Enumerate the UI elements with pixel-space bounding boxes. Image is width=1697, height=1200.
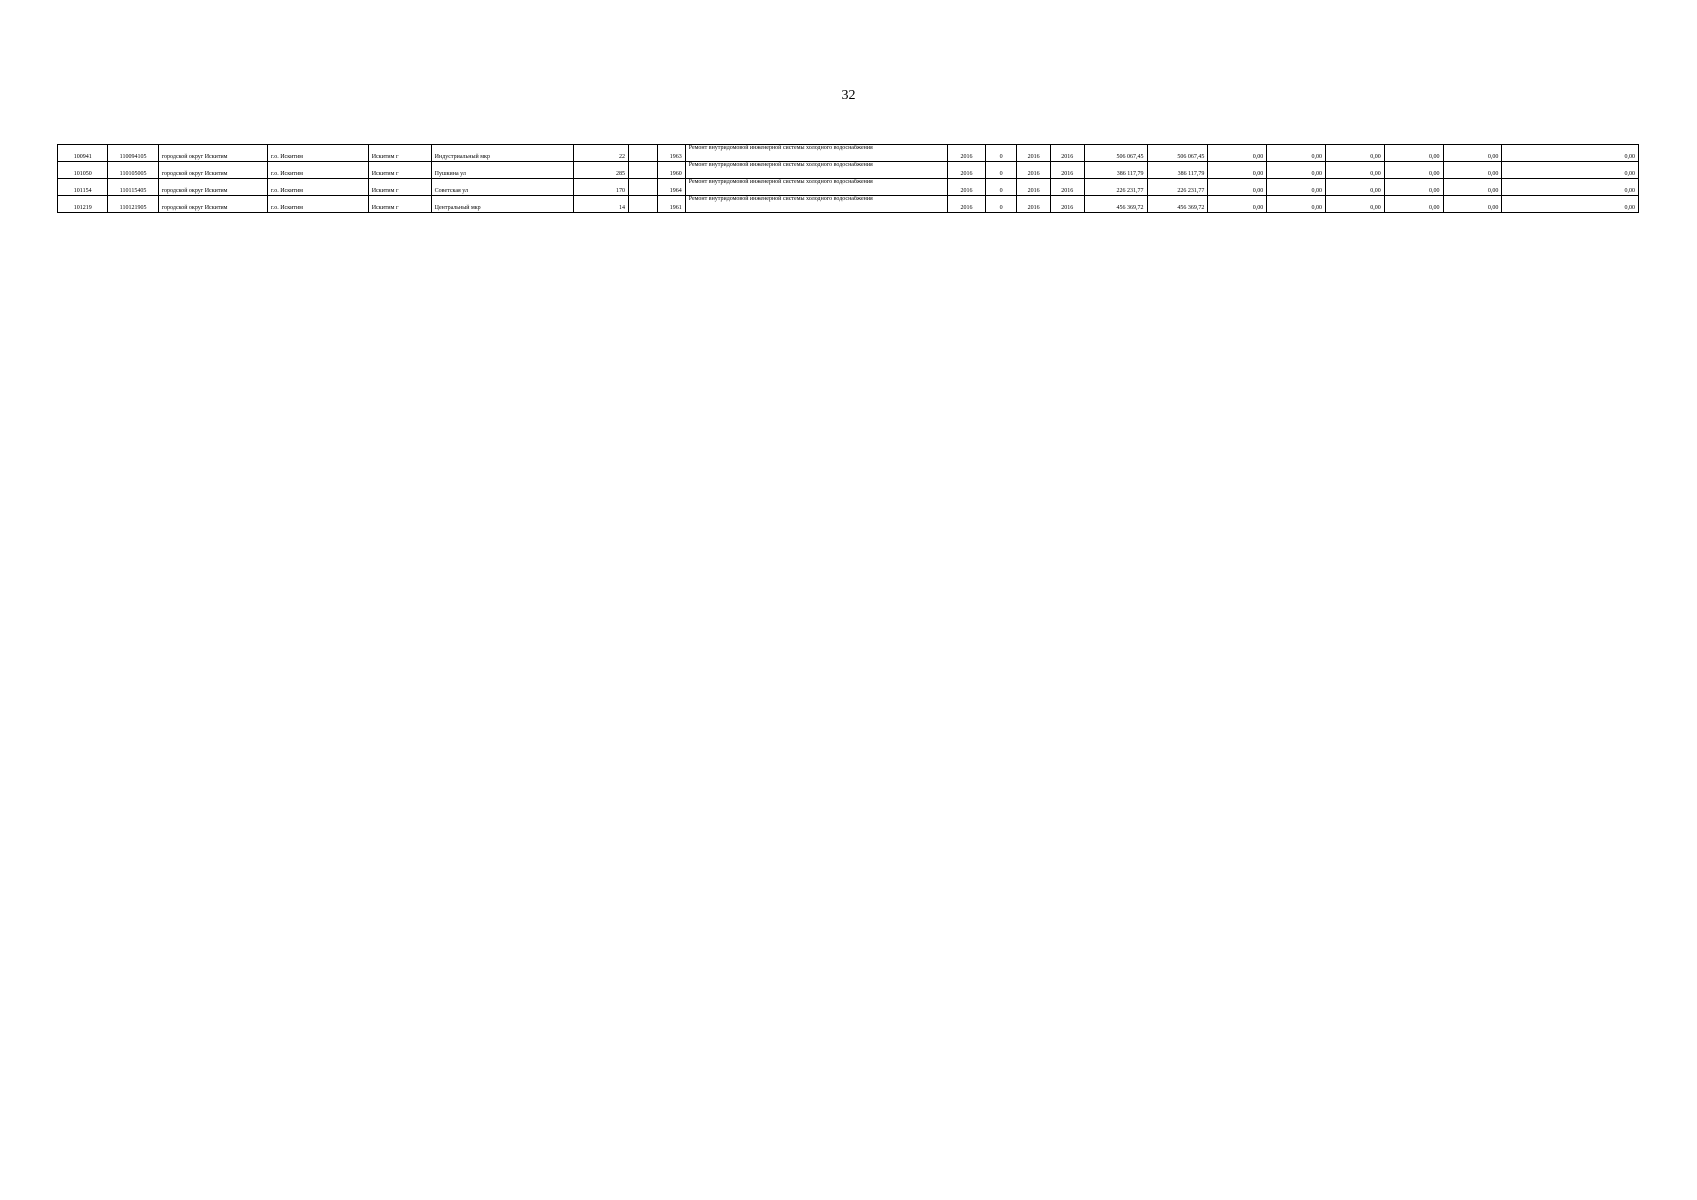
table-row [58, 179, 1639, 196]
table-cell: 456 369,72 [1147, 196, 1208, 213]
table-cell: 0,00 [1267, 162, 1326, 179]
table-cell: 2016 [1050, 145, 1084, 162]
table-cell: 0 [985, 179, 1016, 196]
table-cell: 386 117,79 [1147, 162, 1208, 179]
table-row [58, 196, 1639, 213]
table-cell: Ремонт внутридомовой инженерной системы холодного водоснабжения [685, 196, 947, 213]
table-cell: 0,00 [1384, 196, 1443, 213]
table-cell: 22 [574, 145, 629, 162]
page-number: 32 [841, 88, 856, 103]
table-cell: 2016 [948, 145, 986, 162]
register-table-body [58, 145, 1639, 213]
table-cell: Искитим г [368, 145, 431, 162]
table-cell: 0,00 [1502, 196, 1639, 213]
table-cell: Советская ул [431, 179, 574, 196]
table-cell: 170 [574, 179, 629, 196]
table-cell: 0,00 [1443, 179, 1502, 196]
table-cell: городской округ Искитим [158, 196, 267, 213]
table-cell: 456 369,72 [1084, 196, 1147, 213]
table-cell: 0,00 [1443, 196, 1502, 213]
table-cell: 0,00 [1208, 162, 1267, 179]
table-row [58, 145, 1639, 162]
table-cell: 1961 [658, 196, 685, 213]
table-cell: Искитим г [368, 196, 431, 213]
table-cell: 2016 [1017, 162, 1051, 179]
table-cell: 110115405 [108, 179, 158, 196]
table-cell: 0,00 [1208, 196, 1267, 213]
table-cell: 110105005 [108, 162, 158, 179]
table-cell: 100941 [58, 145, 108, 162]
table-cell: Ремонт внутридомовой инженерной системы холодного водоснабжения [685, 145, 947, 162]
table-cell: Ремонт внутридомовой инженерной системы холодного водоснабжения [685, 179, 947, 196]
table-cell: 1963 [658, 145, 685, 162]
capital-repair-register-table [57, 144, 1639, 213]
table-cell: г.о. Искитим [267, 162, 368, 179]
table-cell: 1964 [658, 179, 685, 196]
table-cell: Ремонт внутридомовой инженерной системы холодного водоснабжения [685, 162, 947, 179]
table-cell: 2016 [1050, 196, 1084, 213]
table-cell: 0,00 [1325, 162, 1384, 179]
table-cell: 285 [574, 162, 629, 179]
table-cell: 101219 [58, 196, 108, 213]
table-cell: 0 [985, 145, 1016, 162]
table-cell: Пушкина ул [431, 162, 574, 179]
table-cell: 0,00 [1443, 162, 1502, 179]
table-cell: городской округ Искитим [158, 145, 267, 162]
table-cell: 506 067,45 [1147, 145, 1208, 162]
table-row [58, 162, 1639, 179]
table-cell: 0 [985, 162, 1016, 179]
table-cell: 2016 [1017, 179, 1051, 196]
table-cell: Искитим г [368, 179, 431, 196]
table-cell: 386 117,79 [1084, 162, 1147, 179]
table-cell: 1960 [658, 162, 685, 179]
table-cell: городской округ Искитим [158, 179, 267, 196]
table-cell: г.о. Искитим [267, 179, 368, 196]
table-cell: 0,00 [1384, 162, 1443, 179]
table-cell: 110121905 [108, 196, 158, 213]
table-cell: 0,00 [1267, 145, 1326, 162]
table-cell: 2016 [1017, 196, 1051, 213]
table-cell: 0,00 [1502, 145, 1639, 162]
table-cell: 0,00 [1502, 162, 1639, 179]
table-cell: 0,00 [1208, 179, 1267, 196]
table-cell: г.о. Искитим [267, 145, 368, 162]
table-cell: 0,00 [1443, 145, 1502, 162]
table-cell: Искитим г [368, 162, 431, 179]
table-cell: 2016 [948, 196, 986, 213]
table-cell: 506 067,45 [1084, 145, 1147, 162]
table-cell: 0,00 [1325, 179, 1384, 196]
table-cell: 2016 [1050, 179, 1084, 196]
table-cell: Индустриальный мкр [431, 145, 574, 162]
table-cell: 2016 [1017, 145, 1051, 162]
table-cell: 2016 [948, 162, 986, 179]
table-cell [629, 162, 658, 179]
table-cell: 0,00 [1384, 145, 1443, 162]
table-cell: 226 231,77 [1084, 179, 1147, 196]
table-cell: г.о. Искитим [267, 196, 368, 213]
table-cell: 0,00 [1502, 179, 1639, 196]
table-cell: 110094105 [108, 145, 158, 162]
table-cell: 14 [574, 196, 629, 213]
table-cell: 0,00 [1267, 196, 1326, 213]
table-cell: Центральный мкр [431, 196, 574, 213]
table-cell: городской округ Искитим [158, 162, 267, 179]
table-cell [629, 145, 658, 162]
table-cell: 0 [985, 196, 1016, 213]
table-cell: 226 231,77 [1147, 179, 1208, 196]
table-cell [629, 179, 658, 196]
table-cell: 101154 [58, 179, 108, 196]
table-cell [629, 196, 658, 213]
table-cell: 0,00 [1208, 145, 1267, 162]
table-cell: 0,00 [1384, 179, 1443, 196]
table-cell: 101050 [58, 162, 108, 179]
table-cell: 0,00 [1325, 145, 1384, 162]
table-cell: 0,00 [1267, 179, 1326, 196]
table-cell: 2016 [948, 179, 986, 196]
table-cell: 0,00 [1325, 196, 1384, 213]
table-cell: 2016 [1050, 162, 1084, 179]
